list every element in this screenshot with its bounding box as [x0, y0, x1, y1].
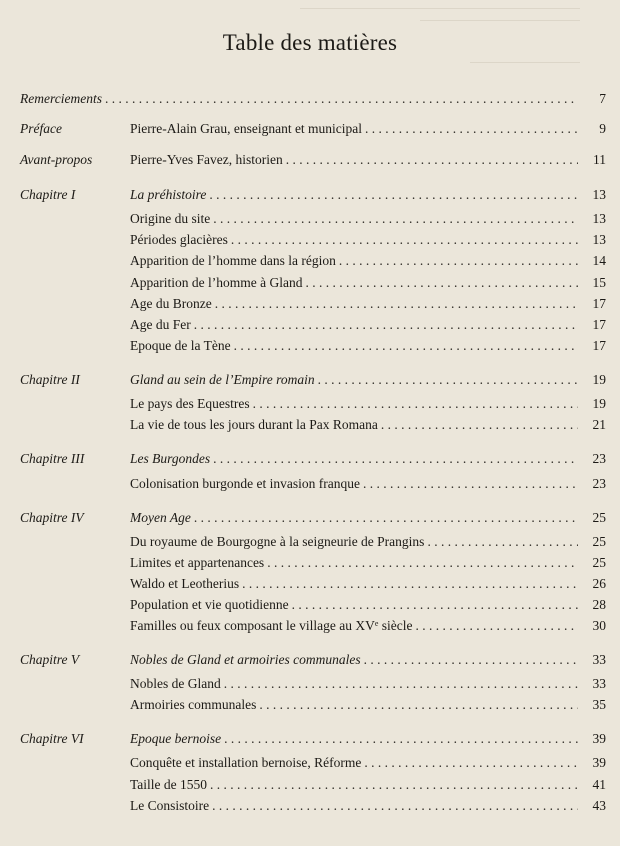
- toc-page-number: 13: [592, 187, 606, 202]
- dot-leader: [224, 675, 578, 693]
- toc-entry-title: Age du Fer: [130, 317, 191, 332]
- toc-page-number: 14: [592, 253, 606, 268]
- toc-page-number: 25: [592, 555, 606, 570]
- toc-entry-title: Conquête et installation bernoise, Réforme: [130, 755, 362, 770]
- dot-leader: [381, 416, 578, 434]
- dot-leader: [416, 617, 579, 635]
- toc-entry-title: Apparition de l’homme dans la région: [130, 253, 336, 268]
- toc-section-label: Chapitre II: [20, 372, 80, 387]
- toc-row[interactable]: [0, 210, 620, 228]
- toc-page-number: 21: [592, 417, 606, 432]
- toc-entry-title: Waldo et Leotherius: [130, 576, 240, 591]
- dot-leader: [231, 231, 578, 249]
- dot-leader: [194, 316, 578, 334]
- toc-entry-title: Taille de 1550: [130, 777, 208, 792]
- dot-leader: [339, 252, 578, 270]
- toc-row[interactable]: [0, 295, 620, 313]
- toc-section-label: Préface: [20, 121, 62, 136]
- toc-page-number: 19: [592, 396, 606, 411]
- toc-page-number: 11: [593, 152, 606, 167]
- toc-entry: [130, 450, 578, 468]
- toc-row[interactable]: [0, 371, 620, 389]
- toc-entry-title: Nobles de Gland: [130, 676, 221, 691]
- dot-leader: [253, 395, 578, 413]
- dot-leader: [305, 274, 578, 292]
- page-title: Table des matières: [222, 30, 398, 55]
- toc-entry-title: La vie de tous les jours durant la Pax Romana: [130, 417, 378, 432]
- toc-row[interactable]: [0, 416, 620, 434]
- toc-page-number: 7: [599, 91, 606, 106]
- toc-entry-title: Origine du site: [130, 211, 211, 226]
- toc-entry-title: Pierre-Alain Grau, enseignant et municipal: [130, 121, 363, 136]
- toc-entry-title: Population et vie quotidienne: [130, 597, 289, 612]
- toc-entry: [130, 575, 578, 593]
- toc-section-label: Chapitre V: [20, 652, 80, 667]
- toc-row[interactable]: [0, 90, 620, 108]
- toc-row[interactable]: [0, 575, 620, 593]
- toc-page-number: 25: [592, 510, 606, 525]
- dot-leader: [365, 120, 578, 138]
- toc-entry: [130, 651, 578, 669]
- dot-leader: [212, 797, 578, 815]
- toc-section-label: Chapitre VI: [20, 731, 84, 746]
- toc-row[interactable]: [0, 120, 620, 138]
- toc-entry-title: Le Consistoire: [130, 798, 210, 813]
- toc-entry: [130, 274, 578, 292]
- toc-entry: [130, 186, 578, 204]
- dot-leader: [286, 151, 578, 169]
- toc-page-number: 39: [592, 731, 606, 746]
- dot-leader: [234, 337, 578, 355]
- toc-entry: [130, 754, 578, 772]
- toc-entry: [130, 120, 578, 138]
- dot-leader: [364, 754, 578, 772]
- toc-section-label: Chapitre I: [20, 187, 76, 202]
- toc-entry-title: Epoque bernoise: [130, 731, 222, 746]
- toc-row[interactable]: [0, 231, 620, 249]
- dot-leader: [209, 186, 578, 204]
- toc-entry-title: Age du Bronze: [130, 296, 212, 311]
- toc-entry: [130, 596, 578, 614]
- toc-page-number: 25: [592, 534, 606, 549]
- toc-section-label: Avant-propos: [20, 152, 93, 167]
- toc-row[interactable]: [0, 696, 620, 714]
- toc-entry: [130, 730, 578, 748]
- dot-leader: [318, 371, 578, 389]
- toc-entry: [130, 797, 578, 815]
- toc-entry: [130, 617, 578, 635]
- toc-entry-title: Familles ou feux composant le village au XVe siècle: [130, 618, 413, 633]
- dot-leader: [267, 554, 578, 572]
- toc-entry-title: Colonisation burgonde et invasion franque: [130, 476, 360, 491]
- toc-page-number: 23: [592, 476, 606, 491]
- toc-page-number: 23: [592, 451, 606, 466]
- toc-page-number: 30: [592, 618, 606, 633]
- toc-page-number: 17: [592, 296, 606, 311]
- toc-page-number: 28: [592, 597, 606, 612]
- toc-row[interactable]: [0, 450, 620, 468]
- dot-leader: [292, 596, 578, 614]
- toc-page-number: 35: [592, 697, 606, 712]
- toc-page-number: 33: [592, 676, 606, 691]
- toc-page-number: 33: [592, 652, 606, 667]
- toc-row[interactable]: [0, 797, 620, 815]
- toc-row[interactable]: [0, 533, 620, 551]
- toc-page-number: 39: [592, 755, 606, 770]
- toc-page-number: 17: [592, 317, 606, 332]
- toc-page-number: 17: [592, 338, 606, 353]
- toc-entry: [130, 533, 578, 551]
- dot-leader: [213, 450, 578, 468]
- toc-entry: [130, 316, 578, 334]
- toc-section-label: Chapitre IV: [20, 510, 84, 525]
- toc-entry: [130, 151, 578, 169]
- toc-row[interactable]: [0, 395, 620, 413]
- toc-entry-title: Les Burgondes: [130, 451, 211, 466]
- dot-leader: [259, 696, 578, 714]
- toc-entry-title: Apparition de l’homme à Gland: [130, 275, 303, 290]
- toc-entry-title: La préhistoire: [130, 187, 207, 202]
- toc-entry-title: Moyen Age: [130, 510, 191, 525]
- toc-page-number: 26: [592, 576, 606, 591]
- toc-entry-title: Nobles de Gland et armoiries communales: [130, 652, 361, 667]
- toc-entry: [20, 90, 578, 108]
- toc-entry: [130, 475, 578, 493]
- toc-entry: [130, 554, 578, 572]
- toc-row[interactable]: [0, 186, 620, 204]
- toc-entry-title: Pierre-Yves Favez, historien: [130, 152, 283, 167]
- dot-leader: [105, 90, 578, 108]
- toc-row[interactable]: [0, 596, 620, 614]
- toc-row[interactable]: [0, 274, 620, 292]
- toc-row[interactable]: [0, 252, 620, 270]
- toc-entry: [130, 416, 578, 434]
- toc-row[interactable]: [0, 776, 620, 794]
- dot-leader: [194, 509, 578, 527]
- toc-entry: [130, 395, 578, 413]
- toc-row[interactable]: [0, 475, 620, 493]
- toc-page-number: 13: [592, 232, 606, 247]
- dot-leader: [215, 295, 578, 313]
- toc-page-number: 19: [592, 372, 606, 387]
- toc-entry-title: Epoque de la Tène: [130, 338, 231, 353]
- toc-page-number: 9: [599, 121, 606, 136]
- toc-page-number: 43: [592, 798, 606, 813]
- toc-entry: [130, 210, 578, 228]
- toc-row[interactable]: [0, 617, 620, 635]
- toc-row[interactable]: [0, 675, 620, 693]
- toc-entry-title: Armoiries communales: [130, 697, 257, 712]
- toc-entry: [130, 696, 578, 714]
- toc-entry-title: Gland au sein de l’Empire romain: [130, 372, 315, 387]
- dot-leader: [363, 475, 578, 493]
- dot-leader: [242, 575, 578, 593]
- toc-entry: [130, 337, 578, 355]
- toc-row[interactable]: [0, 554, 620, 572]
- toc-row[interactable]: [0, 316, 620, 334]
- toc-row[interactable]: [0, 754, 620, 772]
- toc-page-number: 13: [592, 211, 606, 226]
- dot-leader: [427, 533, 578, 551]
- toc-entry: [130, 252, 578, 270]
- toc-row[interactable]: [0, 730, 620, 748]
- toc-entry-title: Le pays des Equestres: [130, 396, 250, 411]
- toc-entry: [130, 371, 578, 389]
- toc-entry: [130, 675, 578, 693]
- toc-entry: [130, 776, 578, 794]
- toc-row[interactable]: [0, 651, 620, 669]
- toc-entry: [130, 231, 578, 249]
- toc-entry-title: Limites et appartenances: [130, 555, 265, 570]
- toc-entry-title: Du royaume de Bourgogne à la seigneurie de Prangins: [130, 534, 425, 549]
- toc-row[interactable]: [0, 151, 620, 169]
- toc-row[interactable]: [0, 509, 620, 527]
- toc-page-number: 41: [592, 777, 606, 792]
- toc-row[interactable]: [0, 337, 620, 355]
- toc-page-number: 15: [592, 275, 606, 290]
- dot-leader: [213, 210, 578, 228]
- toc-entry: [130, 295, 578, 313]
- toc-entry: [130, 509, 578, 527]
- toc-entry-title: Remerciements: [20, 91, 102, 106]
- dot-leader: [224, 730, 578, 748]
- dot-leader: [210, 776, 578, 794]
- dot-leader: [364, 651, 578, 669]
- toc-section-label: Chapitre III: [20, 451, 85, 466]
- toc-entry-title: Périodes glacières: [130, 232, 228, 247]
